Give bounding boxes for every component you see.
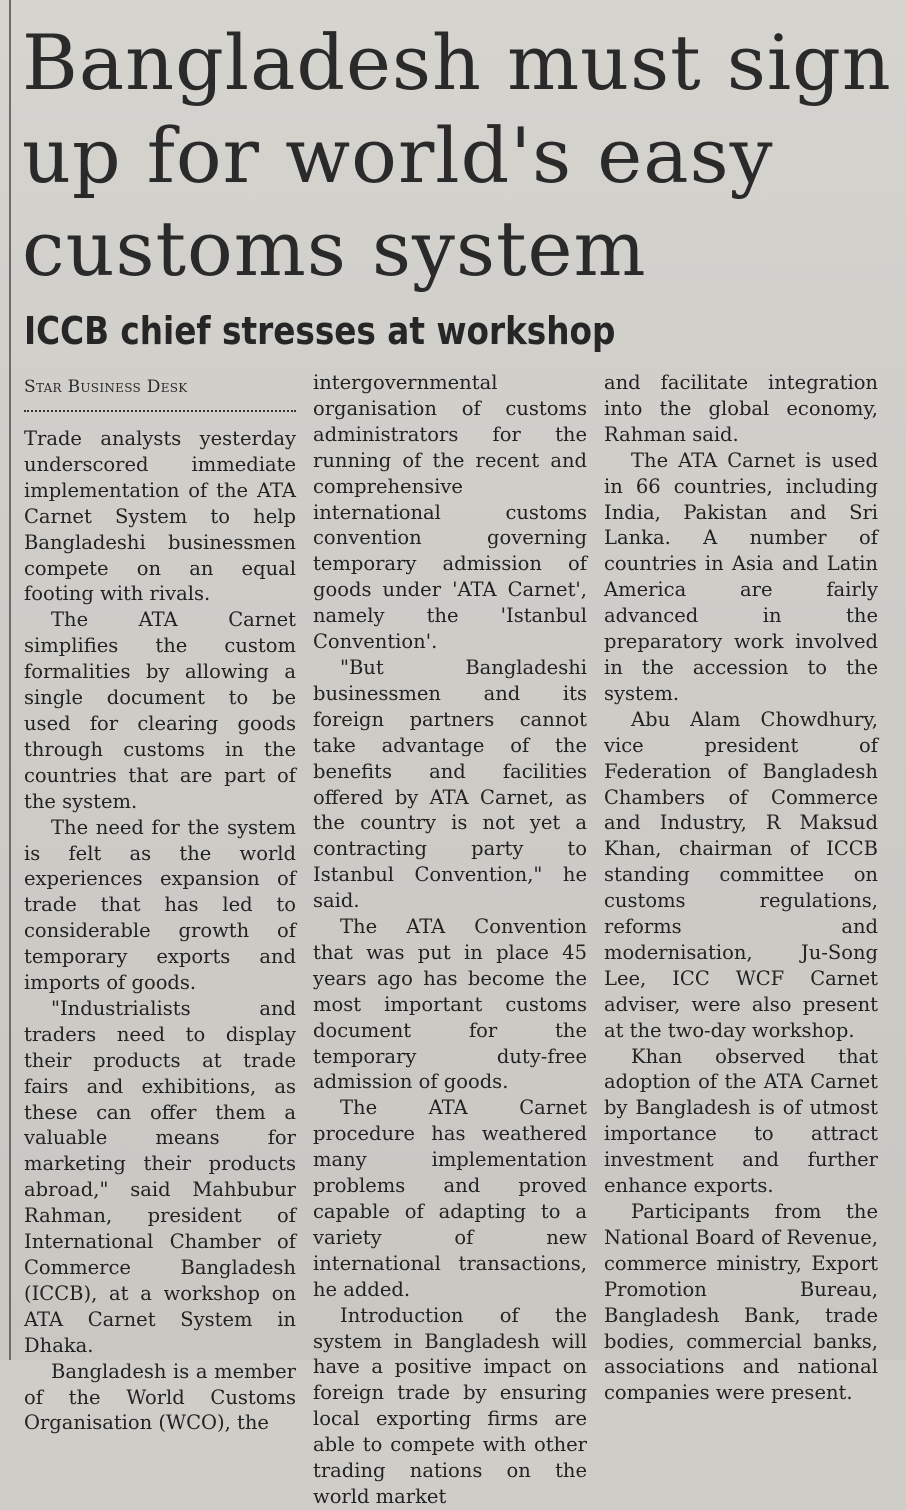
paragraph: and facilitate integration into the global economy, Rahman said. [604,371,878,446]
byline-divider [24,402,296,412]
headline: Bangladesh must sign up for world's easy customs system [22,18,892,293]
paragraph: Abu Alam Chowdhury, vice president of Federation of Bangladesh Chambers of Commerce and Industry, R Maksud Khan, chairman of ICCB standing committee on customs regulations, reforms and modernisation, Ju-Song Lee, ICC WCF Carnet adviser, were also present at the two-day workshop. [604,707,878,1042]
article-column-1 [24,370,296,1436]
article-column-3 [604,370,878,1406]
paragraph: "But Bangladeshi businessmen and its foreign partners cannot take advantage of the benefits and facilities offered by ATA Carnet, as the country is not yet a contracting party to Istanbul Convention," he said. [313,655,587,913]
paragraph: intergovernmental organisation of customs administrators for the running of the recent and comprehensive international customs convention governing temporary admission of goods under 'ATA Carnet', namely the 'Istanbul Convention'. [313,371,587,654]
paragraph: Trade analysts yesterday underscored immediate implementation of the ATA Carnet System to help Bangladeshi businessmen compete on an equal footing with rivals. [24,427,296,606]
byline: Star Business Desk [24,377,188,397]
subheadline: ICCB chief stresses at workshop [24,309,616,353]
article-column-2 [313,370,587,1510]
paragraph: The need for the system is felt as the world experiences expansion of trade that has led to considerable growth of temporary exports and imports of goods. [24,815,296,995]
paragraph: The ATA Carnet simplifies the custom formalities by allowing a single document to be used for clearing goods through customs in the countries that are part of the system. [24,608,296,813]
paragraph: Khan observed that adoption of the ATA Carnet by Bangladesh is of utmost importance to attract investment and further enhance exports. [604,1044,878,1198]
column-rule [9,0,11,1360]
paragraph: Bangladesh is a member of the World Customs Organisation (WCO), the [24,1359,296,1435]
paragraph: The ATA Carnet is used in 66 countries, including India, Pakistan and Sri Lanka. A number of countries in Asia and Latin America are fairly advanced in the preparatory work involved in the accession to the system. [604,448,878,705]
paragraph: The ATA Carnet procedure has weathered many implementation problems and proved capable of adapting to a variety of new international transactions, he added. [313,1096,587,1301]
paragraph: Introduction of the system in Bangladesh will have a positive impact on foreign trade by ensuring local exporting firms are able to compete with other trading nations on the world market [313,1303,587,1508]
paragraph: The ATA Convention that was put in place 45 years ago has become the most important customs document for the temporary duty-free admission of goods. [313,915,587,1094]
paragraph: "Industrialists and traders need to display their products at trade fairs and exhibitions, as these can offer them a valuable means for marketing their products abroad," said Mahbubur Rahman, president of International Chamber of Commerce Bangladesh (ICCB), at a workshop on ATA Carnet System in Dhaka. [24,996,296,1357]
paragraph: Participants from the National Board of Revenue, commerce ministry, Export Promotion Bureau, Bangladesh Bank, trade bodies, commercial banks, associations and national companies were present. [604,1200,878,1405]
